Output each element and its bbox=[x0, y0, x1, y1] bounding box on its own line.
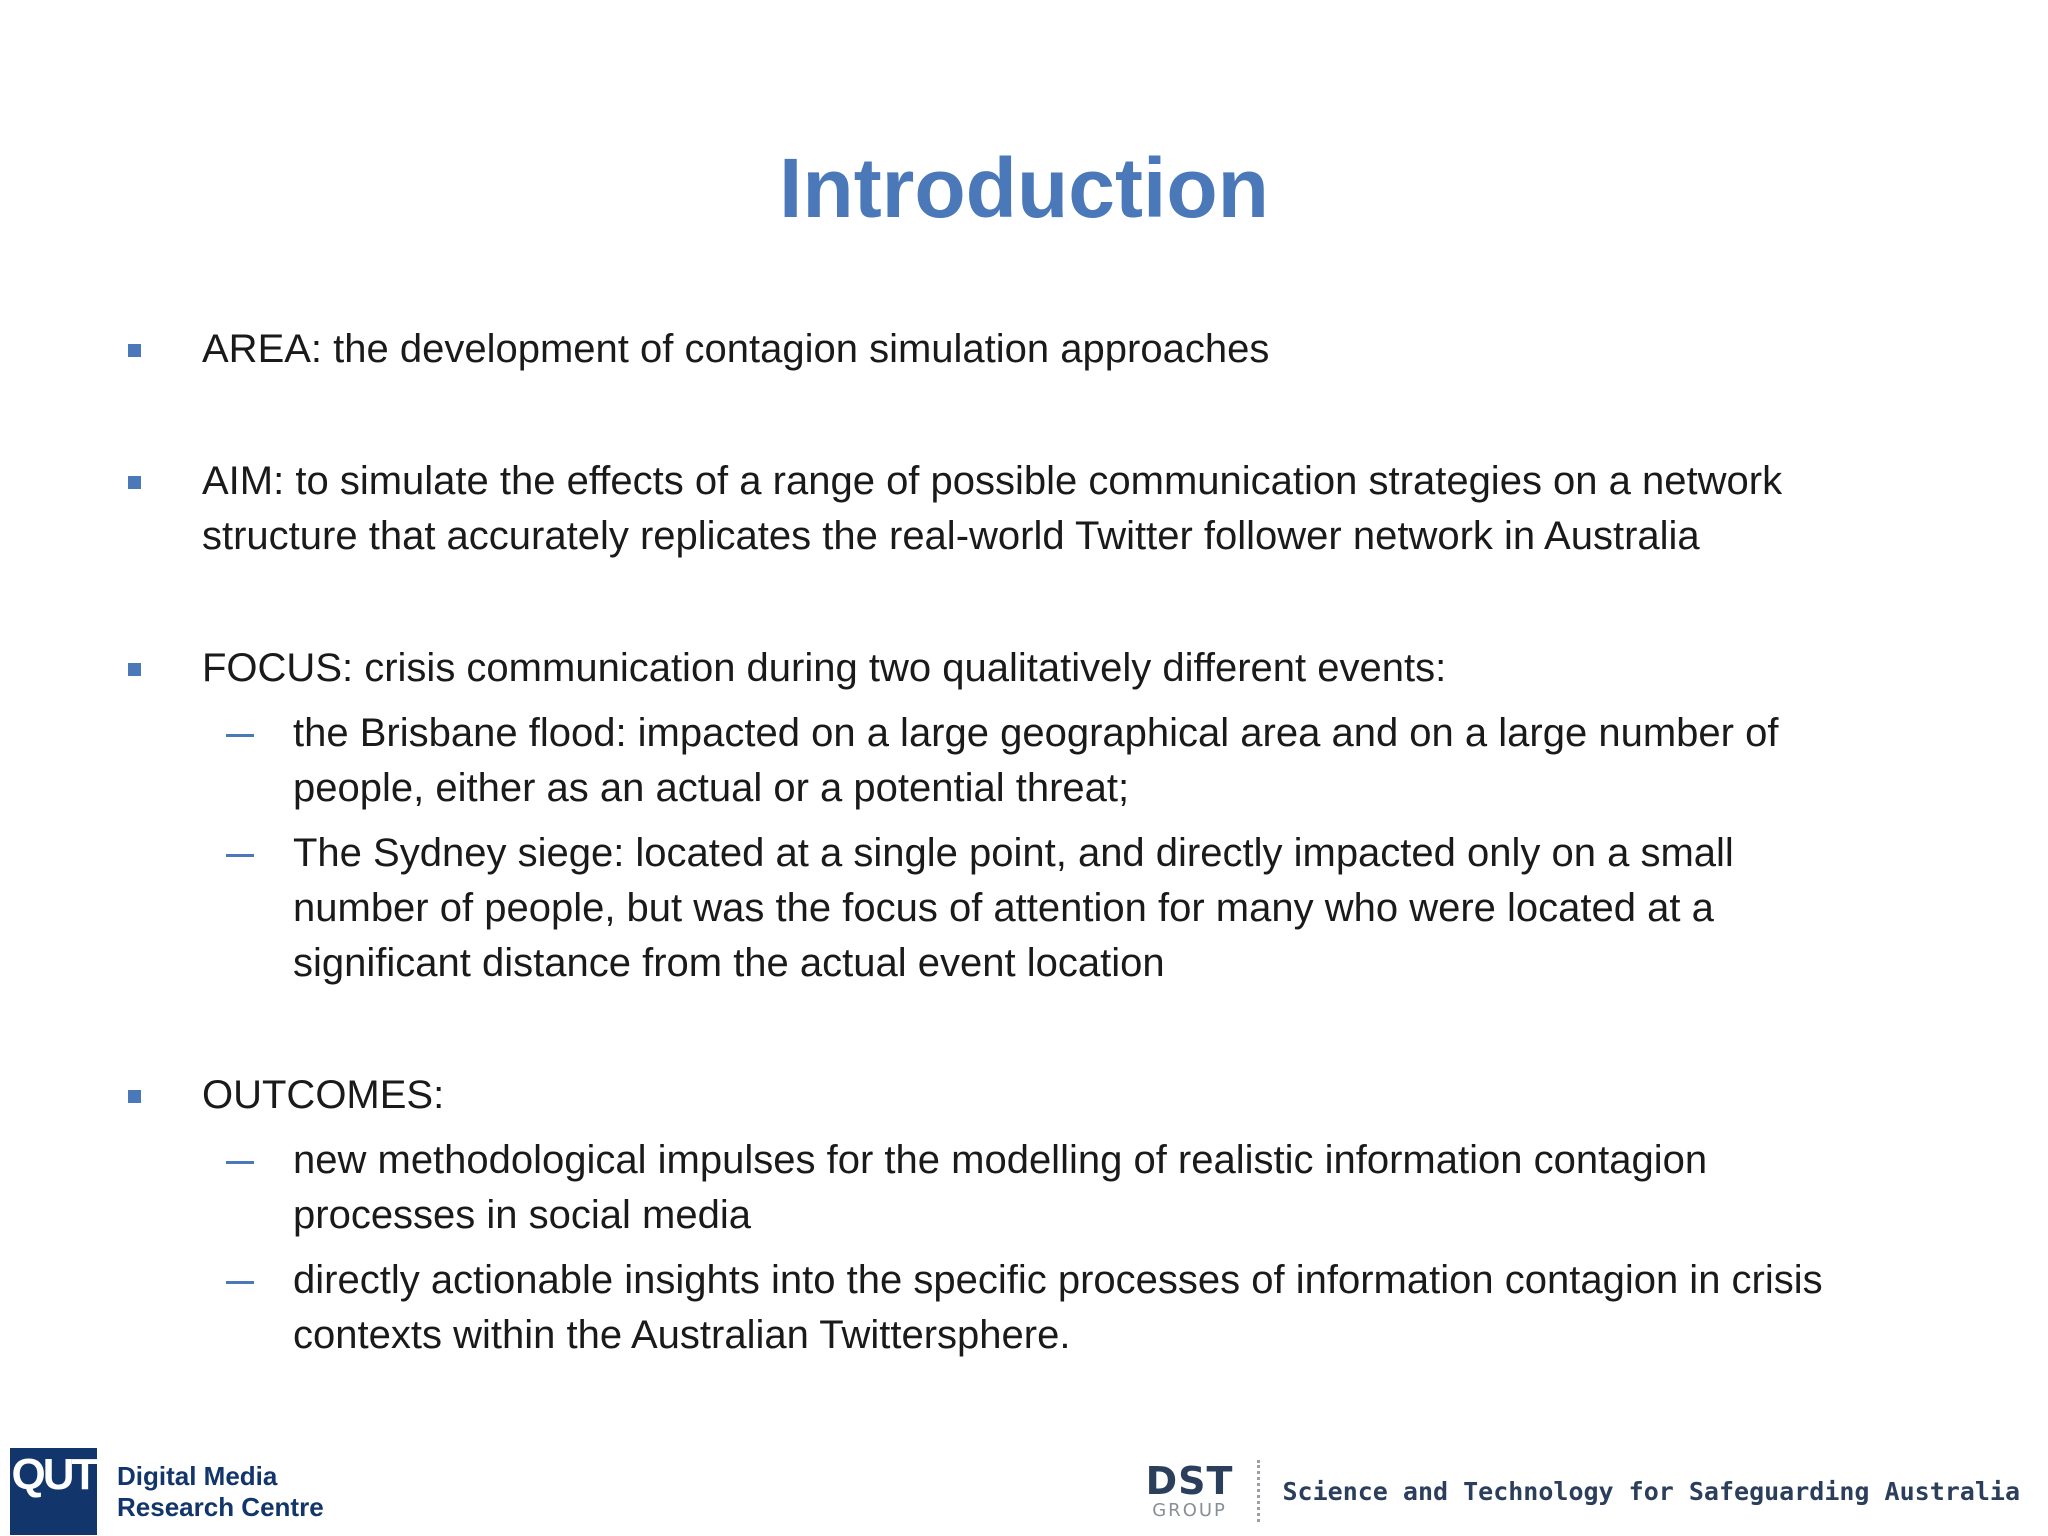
square-bullet-icon bbox=[128, 663, 141, 676]
square-bullet-icon bbox=[128, 476, 141, 489]
dash-bullet-icon bbox=[226, 1161, 254, 1164]
sub-bullet-insights bbox=[120, 1253, 1940, 1363]
bullet-group-focus bbox=[120, 641, 1940, 991]
bullet-focus-text: FOCUS: crisis communication during two qualitatively different events: bbox=[202, 646, 1447, 690]
sub-bullet-sydney-line1: The Sydney siege: located at a single point, and directly impacted only on a small bbox=[293, 831, 1734, 875]
dst-logo bbox=[1145, 1459, 1234, 1521]
dst-group-logo bbox=[1146, 1460, 2020, 1522]
dash-bullet-icon bbox=[226, 1281, 254, 1284]
bullet-outcomes-text: OUTCOMES: bbox=[202, 1073, 445, 1117]
dotted-divider bbox=[1257, 1460, 1260, 1522]
sub-bullet-brisbane-line2: people, either as an actual or a potential threat; bbox=[293, 766, 1130, 810]
slide-content bbox=[120, 322, 1940, 1440]
bullet-aim bbox=[120, 454, 1940, 564]
square-bullet-icon bbox=[128, 344, 141, 357]
bullet-aim-line2: structure that accurately replicates the real-world Twitter follower network in Australia bbox=[202, 514, 1700, 558]
qut-logo-text: QUT bbox=[11, 1450, 96, 1499]
dst-logo-sub: GROUP bbox=[1152, 1500, 1227, 1521]
sub-bullet-sydney bbox=[120, 826, 1940, 991]
sub-bullet-brisbane bbox=[120, 706, 1940, 816]
dash-bullet-icon bbox=[226, 734, 254, 737]
sub-bullet-insights-line2: contexts within the Australian Twittersphere. bbox=[293, 1313, 1071, 1357]
sub-bullet-insights-line1: directly actionable insights into the specific processes of information contagion in crisis bbox=[293, 1258, 1823, 1302]
dmrc-name bbox=[117, 1461, 324, 1523]
dash-bullet-icon bbox=[226, 854, 254, 857]
sub-bullet-brisbane-line1: the Brisbane flood: impacted on a large geographical area and on a large number of bbox=[293, 711, 1779, 755]
bullet-group-outcomes bbox=[120, 1068, 1940, 1363]
bullet-focus bbox=[120, 641, 1940, 696]
sub-bullet-sydney-line3: significant distance from the actual event location bbox=[293, 941, 1165, 985]
qut-dmrc-logo bbox=[10, 1448, 324, 1535]
dst-logo-main: DST bbox=[1145, 1459, 1234, 1503]
bullet-area bbox=[120, 322, 1940, 377]
dmrc-line1: Digital Media bbox=[117, 1460, 278, 1491]
sub-bullet-methodological-line2: processes in social media bbox=[293, 1193, 751, 1237]
square-bullet-icon bbox=[128, 1090, 141, 1103]
dmrc-line2: Research Centre bbox=[117, 1491, 324, 1522]
dst-tagline: Science and Technology for Safeguarding Australia bbox=[1282, 1476, 2020, 1506]
sub-bullet-sydney-line2: number of people, but was the focus of attention for many who were located at a bbox=[293, 886, 1714, 930]
bullet-area-text: AREA: the development of contagion simulation approaches bbox=[202, 327, 1270, 371]
qut-logo bbox=[10, 1448, 97, 1535]
sub-bullet-methodological bbox=[120, 1133, 1940, 1243]
bullet-aim-line1: AIM: to simulate the effects of a range of possible communication strategies on a network bbox=[202, 459, 1783, 503]
bullet-outcomes bbox=[120, 1068, 1940, 1123]
slide-title: Introduction bbox=[779, 141, 1269, 235]
sub-bullet-methodological-line1: new methodological impulses for the modelling of realistic information contagion bbox=[293, 1138, 1708, 1182]
